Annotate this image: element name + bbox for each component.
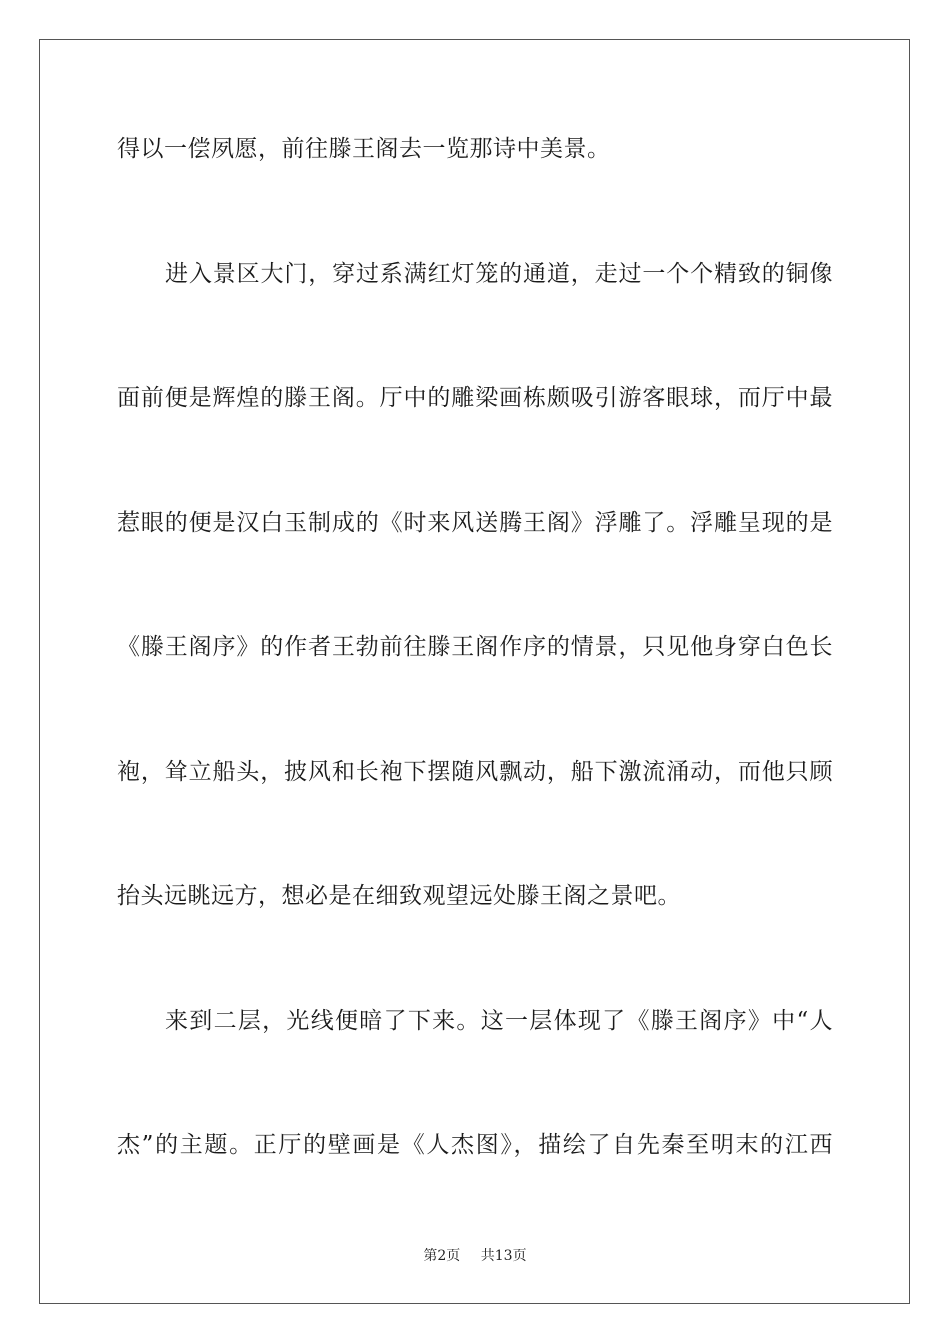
text-line: 抬头远眺远方，想必是在细致观望远处滕王阁之景吧。 (117, 883, 681, 909)
text-line: 得以一偿夙愿，前往滕王阁去一览那诗中美景。 (117, 136, 611, 162)
text-line: 《滕王阁序》的作者王勃前往滕王阁作序的情景，只见他身穿白色长 (117, 634, 833, 660)
text-line: 杰”的主题。正厅的壁画是《人杰图》，描绘了自先秦至明末的江西 (117, 1132, 833, 1158)
text-line: 面前便是辉煌的滕王阁。厅中的雕梁画栋颇吸引游客眼球，而厅中最 (117, 385, 833, 411)
page-border (39, 39, 910, 1304)
paragraph-first-line: 来到二层，光线便暗了下来。这一层体现了《滕王阁序》中“人 (165, 1008, 833, 1034)
page-footer (0, 1246, 950, 1266)
paragraph-first-line: 进入景区大门，穿过系满红灯笼的通道，走过一个个精致的铜像 (165, 261, 833, 287)
page-number: 第2页 (423, 1248, 461, 1264)
text-line: 袍，耸立船头，披风和长袍下摆随风飘动，船下激流涌动，而他只顾 (117, 759, 833, 785)
page-total: 共13页 (480, 1248, 527, 1264)
text-line: 惹眼的便是汉白玉制成的《时来风送腾王阁》浮雕了。浮雕呈现的是 (117, 510, 833, 536)
